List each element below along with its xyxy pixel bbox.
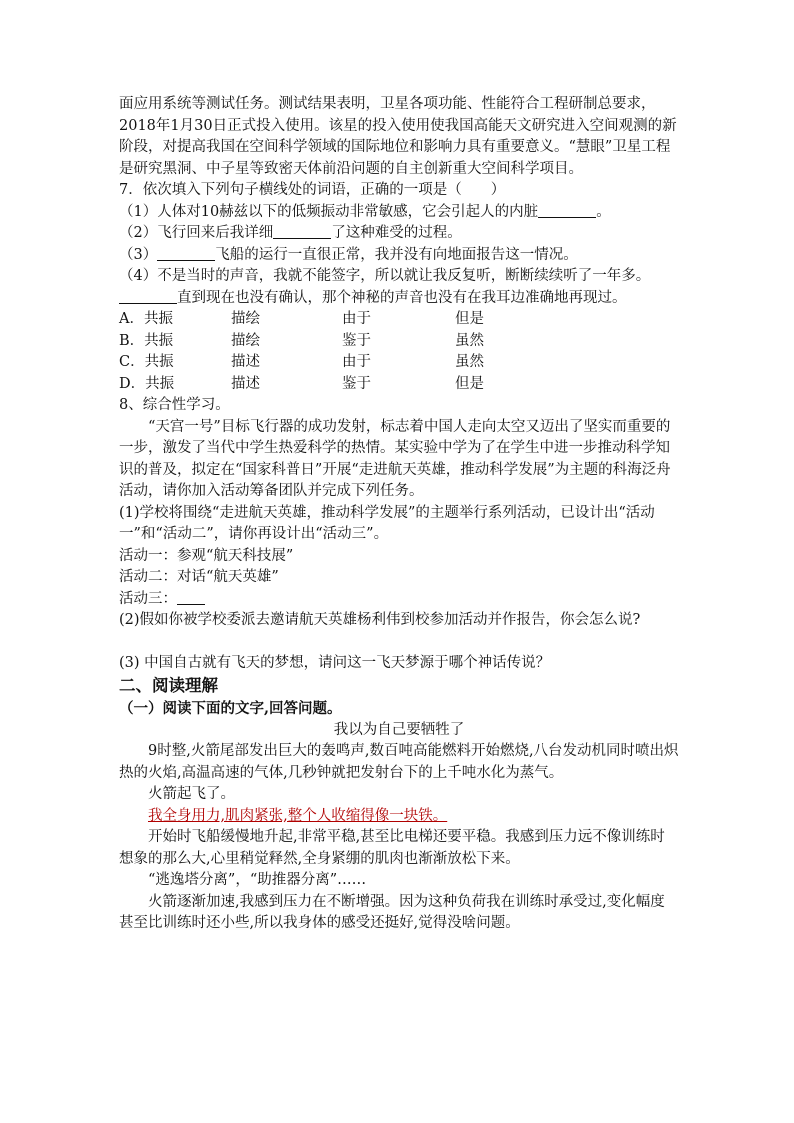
option-c[interactable]: C．共振 描述 由于 虽然 [119,354,484,370]
answer-blank[interactable] [538,203,596,218]
document-page [119,94,679,935]
option-d[interactable]: D．共振 描述 鉴于 但是 [119,375,484,392]
article-paragraph: 火箭起飞了。 [148,786,235,802]
article-title: 我以为自己要牺牲了 [333,721,465,738]
question-8-part-1: (1)学校将围绕“走进航天英雄，推动科学发展”的主题举行系列活动，已设计出“活动一”和“活动二”，请你再设计出“活动三”。 [119,504,655,542]
article-paragraph: 9时整,火箭尾部发出巨大的轰鸣声,数百吨高能燃料开始燃烧,八台发动机同时喷出炽热的火焰,高温高速的气体,几秒钟就把发射台下的上千吨水化为蒸气。 [119,743,679,781]
question-7-sentence-4: （4）不是当时的声音，我就不能签字，所以就让我反复听，断断续续听了一年多。直到现在也没有确认，那个神秘的声音也没有在我耳边准确地再现过。 [119,268,651,306]
answer-blank[interactable] [119,289,177,304]
activity-1: 活动一：参观“航天科技展” [119,547,294,564]
option-a[interactable]: A．共振 描绘 由于 但是 [119,311,484,327]
question-7-sentence-2: （2）飞行回来后我详细 了这种难受的过程。 [119,225,462,241]
question-7-stem: 7．依次填入下列句子横线处的词语，正确的一项是（ ） [119,182,506,198]
question-7-sentence-3: （3） 飞船的运行一直很正常，我并没有向地面报告这一情况。 [119,246,578,263]
article-paragraph-underlined: 我全身用力,肌肉紧张,整个人收缩得像一块铁。 [148,807,448,824]
activity-3: 活动三： [119,589,679,611]
article-paragraph: 火箭逐渐加速,我感到压力在不断增强。因为这种负荷我在训练时承受过,变化幅度甚至比训练时还小些,所以我身体的感受还挺好,觉得没啥问题。 [119,893,665,931]
answer-blank[interactable] [273,224,331,239]
answer-blank[interactable] [177,590,205,605]
passage-continuation: 面应用系统等测试任务。测试结果表明，卫星各项功能、性能符合工程研制总要求，2018年1月30日正式投入使用。该星的投入使用使我国高能天文研究进入空间观测的新阶段，对提高我国在空间科学领域的国际地位和影响力具有重要意义。“慧眼”卫星工程是研究黑洞、中子星等致密天体前沿问题的自主创新重大空间科学项目。 [119,96,677,177]
question-8-intro: “天宫一号”目标飞行器的成功发射，标志着中国人走向太空又迈出了坚实而重要的一步，激发了当代中学生热爱科学的热情。某实验中学为了在学生中进一步推动科学知识的普及，拟定在“国家科普日”开展“走进航天英雄，推动科学发展”为主题的科海泛舟活动，请你加入活动筹备团队并完成下列任务。 [119,418,671,499]
section-heading: 二、阅读理解 [119,676,218,695]
subsection-heading: （一）阅读下面的文字,回答问题。 [119,700,342,717]
article-paragraph: “逃逸塔分离”，“助推器分离”…… [148,872,367,888]
question-8-part-3: (3) 中国自古就有飞天的梦想，请问这一飞天梦源于哪个神话传说？ [119,654,551,671]
answer-blank[interactable] [157,246,215,261]
question-8-stem: 8、综合性学习。 [119,397,230,413]
article-paragraph: 开始时飞船缓慢地升起,非常平稳,甚至比电梯还要平稳。我感到压力远不像训练时想象的那么大,心里稍觉释然,全身紧绷的肌肉也渐渐放松下来。 [119,829,665,867]
question-8-part-2: (2)假如你被学校委派去邀请航天英雄杨利伟到校参加活动并作报告，你会怎么说? [119,612,641,628]
activity-2: 活动二：对话“航天英雄” [119,569,279,585]
question-7-sentence-1: （1）人体对10赫兹以下的低频振动非常敏感，它会引起人的内脏 。 [119,203,611,220]
option-b[interactable]: B．共振 描绘 鉴于 虽然 [119,332,484,349]
